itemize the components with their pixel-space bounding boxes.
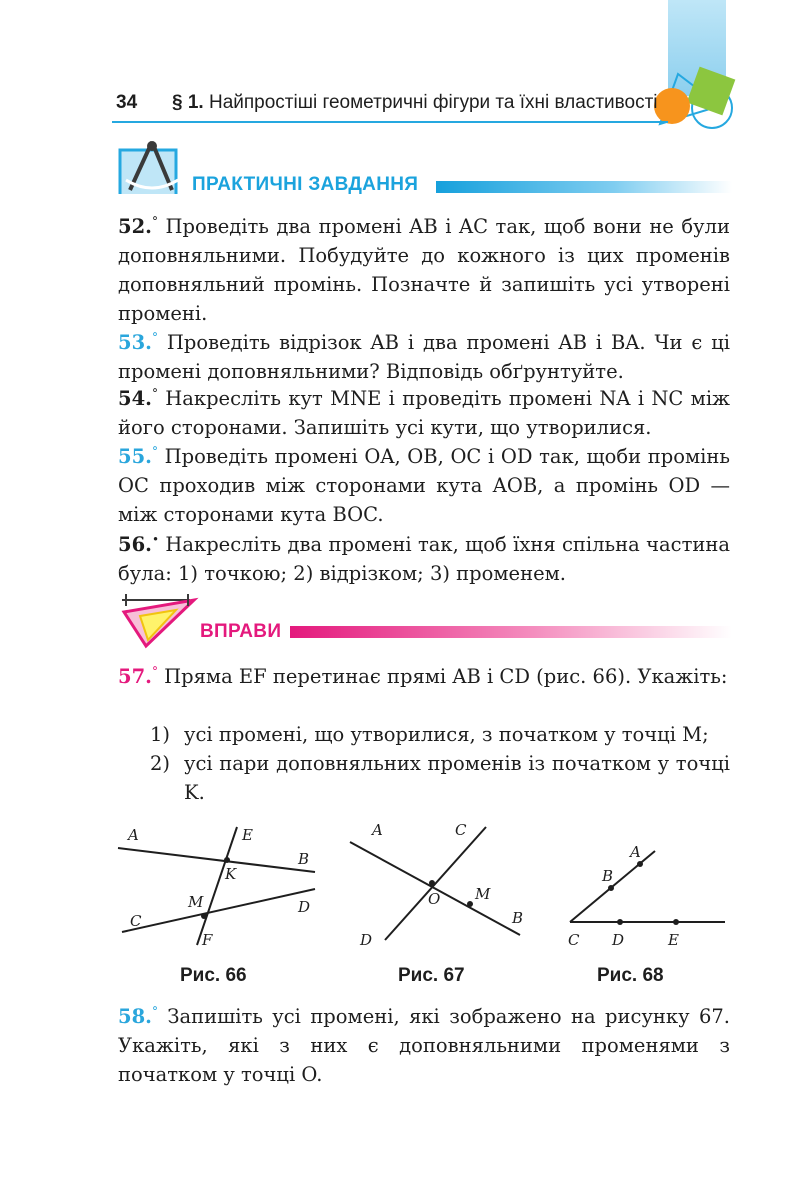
- running-head: [172, 92, 658, 114]
- label-f: F: [202, 931, 213, 949]
- point-m: [467, 901, 473, 907]
- task-number: 52.°: [118, 214, 158, 238]
- point-b: [608, 885, 614, 891]
- task-56: [118, 530, 730, 588]
- list-item: 1) усі промені, що утворилися, з початком у точці M;: [150, 723, 709, 746]
- header-rule: [112, 121, 668, 123]
- figure-68-caption: Рис. 68: [597, 965, 664, 986]
- task-number: 53.°: [118, 330, 158, 354]
- task-number: 56.•: [118, 532, 160, 556]
- task-57: [118, 662, 730, 691]
- point-e: [673, 919, 679, 925]
- label-a: A: [372, 821, 383, 839]
- practical-section-title: ПРАКТИЧНІ ЗАВДАННЯ: [192, 174, 419, 195]
- point-a: [637, 861, 643, 867]
- task-58: [118, 1002, 730, 1089]
- label-a: A: [630, 843, 641, 861]
- label-o: O: [428, 890, 441, 908]
- triangle-ruler-icon: [116, 592, 200, 650]
- point-o: [429, 880, 435, 886]
- figure-66: [118, 826, 315, 949]
- point-d: [617, 919, 623, 925]
- compass-icon: [116, 138, 190, 202]
- figure-66-caption: Рис. 66: [180, 965, 247, 986]
- point-k: [224, 857, 230, 863]
- label-b: B: [298, 850, 310, 868]
- point-m: [201, 913, 207, 919]
- task-text: Проведіть промені OA, OB, OC і OD так, щоби промінь OC проходив між сторонами кута AOB, а промінь OD — між сторонами кута BOC.: [118, 445, 731, 526]
- label-a: A: [128, 826, 139, 844]
- label-c: C: [455, 821, 467, 839]
- figure-68: [568, 843, 725, 949]
- label-d: D: [360, 931, 373, 949]
- task-55: [118, 442, 730, 529]
- task-57-list: [150, 720, 730, 807]
- label-k: K: [225, 865, 237, 883]
- section-prefix: § 1.: [172, 92, 204, 113]
- label-d: D: [612, 931, 625, 949]
- figure-67: [350, 821, 523, 949]
- geometric-shapes-icon: [648, 66, 738, 136]
- label-m: M: [475, 885, 491, 903]
- task-number: 55.°: [118, 444, 158, 468]
- label-d: D: [298, 898, 311, 916]
- task-54: [118, 384, 730, 442]
- practical-section-bar: [436, 181, 732, 193]
- task-text: Запишіть усі промені, які зображено на рисунку 67. Укажіть, які з них є доповняльними променями з початком у точці O.: [118, 1005, 731, 1086]
- label-e: E: [668, 931, 679, 949]
- task-53: [118, 328, 730, 386]
- orange-circle: [654, 88, 690, 124]
- exercises-section-title: ВПРАВИ: [200, 621, 282, 642]
- task-text: Накресліть кут MNE і проведіть промені NA і NC між його сторонами. Запишіть усі кути, що утворилися.: [118, 387, 730, 439]
- task-52: [118, 212, 730, 328]
- task-text: Накресліть два промені так, щоб їхня спільна частина була: 1) точкою; 2) відрізком; 3) променем.: [118, 533, 730, 585]
- task-text: Проведіть два промені AB і AC так, щоб вони не були доповняльними. Побудуйте до кожного із цих променів доповняльний промінь. Позначте й запишіть усі утворені промені.: [118, 215, 730, 325]
- label-c: C: [130, 912, 142, 930]
- label-c: C: [568, 931, 580, 949]
- list-item: 2) усі пари доповняльних променів із початком у точці K.: [150, 752, 730, 804]
- task-text: Пряма EF перетинає прямі AB і CD (рис. 66). Укажіть:: [164, 665, 728, 688]
- figure-67-caption: Рис. 67: [398, 965, 465, 986]
- task-number: 54.°: [118, 386, 158, 410]
- task-text: Проведіть відрізок AB і два промені AB і BA. Чи є ці промені доповняльними? Відповідь обґрунтуйте.: [118, 331, 731, 383]
- task-number: 58.°: [118, 1004, 158, 1028]
- section-title: Найпростіші геометричні фігури та їхні властивості: [208, 92, 658, 113]
- label-b: B: [602, 867, 614, 885]
- figures: [110, 815, 740, 975]
- exercises-section-bar: [290, 626, 732, 638]
- label-e: E: [242, 826, 253, 844]
- label-b: B: [512, 909, 524, 927]
- page-number: 34: [116, 92, 138, 113]
- green-square: [687, 67, 736, 116]
- label-m: M: [188, 893, 204, 911]
- task-number: 57.°: [118, 664, 158, 688]
